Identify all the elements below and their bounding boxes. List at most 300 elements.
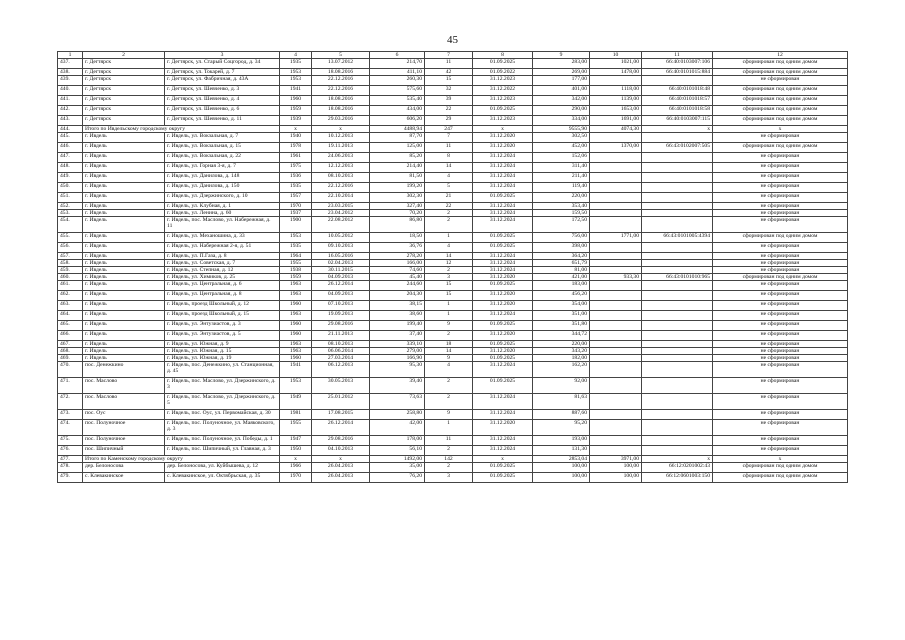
table-cell: 464. [58,311,83,321]
table-cell: 535,40 [370,96,425,106]
table-cell: 1978 [280,143,312,153]
table-cell: 465. [58,321,83,331]
table-cell [590,173,642,183]
table-cell: сформирован под одним домом [713,59,848,69]
table-cell [590,260,642,267]
table-row [58,193,848,203]
table-cell: 756,00 [533,233,590,243]
table-cell: 1960 [280,96,312,106]
table-cell: 87,70 [370,133,425,143]
table-cell [590,153,642,163]
table-cell: сформирован под одним домом [713,106,848,116]
table-cell: 22.10.2014 [312,193,370,203]
table-cell: г. Дегтярск [83,76,165,86]
table-cell: г. Ивдель, ул. П.Газа, д. 8 [165,253,280,260]
table-cell: г. Ивдель, ул. Данилова, д. 148 [165,173,280,183]
table-cell: 452. [58,203,83,210]
table-cell: 31.12.2024 [473,203,533,210]
table-body [58,59,848,483]
table-cell: 73,63 [370,394,425,410]
table-cell: г. Ивдель [83,243,165,253]
table-cell: 9 [425,321,473,331]
table-cell: 09.10.2013 [312,243,370,253]
housing-table [57,51,848,483]
table-cell: 1975 [280,163,312,173]
table-cell: 1953 [280,233,312,243]
table-cell: 1941 [280,86,312,96]
table-cell: 01.09.2025 [473,281,533,291]
page-number: 45 [447,34,458,46]
table-cell [590,253,642,260]
table-cell [590,321,642,331]
table-cell: 66:43:0101010:965 [642,274,713,281]
table-cell: 344,72 [533,331,590,341]
table-cell [642,311,713,321]
table-cell: 1938 [280,267,312,274]
table-cell: 1953 [280,378,312,394]
table-cell: сформирован под одним домом [713,274,848,281]
table-cell: г. Ивдель, ул. Вокзальная, д. 15 [165,143,280,153]
table-cell: г. Ивдель [83,267,165,274]
table-cell: 01.09.2025 [473,355,533,362]
table-row [58,355,848,362]
table-cell: 457. [58,253,83,260]
table-cell: 204,30 [370,291,425,301]
table-cell: сформирован под одним домом [713,69,848,76]
table-cell: 18.08.2016 [312,106,370,116]
table-cell: 24.06.2013 [312,153,370,163]
table-cell: 18 [425,341,473,348]
table-cell: не сформирован [713,410,848,420]
table-cell: г. Ивдель, пос. Оус, ул. Первомайская, д. 30 [165,410,280,420]
table-cell: 30.05.2013 [312,378,370,394]
table-cell: 23.04.2012 [312,210,370,217]
table-cell: г. Ивдель [83,183,165,193]
table-cell: 479. [58,473,83,483]
table-cell: г. Дегтярск [83,96,165,106]
table-cell: 193,00 [533,436,590,446]
table-cell: 42 [425,69,473,76]
table-cell: 31.12.2023 [473,76,533,86]
table-cell: не сформирован [713,260,848,267]
table-cell: г. Ивдель [83,355,165,362]
column-header: 6 [370,52,425,59]
table-cell: 31.12.2020 [473,348,533,355]
table-row [58,456,848,463]
table-cell: г. Ивдель, проезд Школьный, д. 15 [165,311,280,321]
table-cell: 933,30 [590,274,642,281]
table-cell: 01.09.2025 [473,243,533,253]
table-cell: 27.03.2014 [312,355,370,362]
table-cell: пос. Полуночное [83,420,165,436]
table-cell: 172,50 [533,217,590,233]
table-cell: 471. [58,378,83,394]
table-cell: 25.01.2012 [312,394,370,410]
table-cell: 2 [425,446,473,456]
table-cell: 13.07.2012 [312,59,370,69]
table-cell: 66:40:0101018:48 [642,86,713,96]
table-cell: 21.11.2013 [312,331,370,341]
table-cell: 01.09.2025 [473,59,533,69]
table-cell: дер. Белоносова [83,463,165,473]
table-cell: 4 [425,362,473,378]
table-cell [642,362,713,378]
table-cell [590,291,642,301]
table-cell [590,210,642,217]
table-cell: не сформирован [713,362,848,378]
table-cell [590,394,642,410]
table-cell [590,410,642,420]
table-cell: г. Ивдель [83,274,165,281]
table-cell: 470. [58,362,83,378]
table-cell: 08.10.2013 [312,173,370,183]
table-cell: 29.08.2016 [312,321,370,331]
table-cell: Итого по Каменскому городскому округу [83,456,280,463]
table-row [58,267,848,274]
table-cell: 74,60 [370,267,425,274]
table-cell: 31.12.2020 [473,133,533,143]
table-cell: 211,40 [533,173,590,183]
table-cell: 01.09.2025 [473,463,533,473]
column-header: 2 [83,52,165,59]
table-cell: 351,80 [533,321,590,331]
table-cell: не сформирован [713,436,848,446]
table-cell: 01.09.2022 [473,69,533,76]
table-cell: г. Ивдель [83,173,165,183]
table-cell: 31.12.2020 [473,301,533,311]
table-cell: 26.12.2014 [312,281,370,291]
table-cell: сформирован под одним домом [713,96,848,106]
table-cell: 7 [425,133,473,143]
column-header: 8 [473,52,533,59]
table-cell: не сформирован [713,301,848,311]
table-cell: г. Дегтярск [83,86,165,96]
table-cell: 444. [58,126,83,133]
table-cell: 66:40:0103007:115 [642,116,713,126]
table-cell [642,193,713,203]
table-cell: 31.12.2024 [473,362,533,378]
table-cell: 311,40 [533,163,590,173]
table-cell: 278,20 [370,253,425,260]
table-cell: 9555,90 [533,126,590,133]
table-cell: г. Ивдель, проезд Школьный, д. 12 [165,301,280,311]
table-cell [642,446,713,456]
table-row [58,243,848,253]
table-cell: 31.12.2022 [473,86,533,96]
column-header: 7 [425,52,473,59]
table-row [58,362,848,378]
table-cell: не сформирован [713,311,848,321]
table-cell: 364,20 [533,253,590,260]
table-cell: 36,76 [370,243,425,253]
table-row [58,253,848,260]
table-cell: 29.08.2016 [312,436,370,446]
table-cell [642,163,713,173]
table-cell: г. Ивдель, ул. Клубная, д. 1 [165,203,280,210]
table-cell: 2 [425,217,473,233]
column-header: 10 [590,52,642,59]
table-cell: 1947 [280,436,312,446]
table-cell: x [280,456,312,463]
table-cell: 23.03.2015 [312,203,370,210]
table-cell: 1653,00 [590,106,642,116]
table-cell: 131,30 [533,446,590,456]
table-cell: 22.12.2016 [312,183,370,193]
table-cell: 31.12.2024 [473,163,533,173]
table-cell [590,133,642,143]
table-cell: 01.09.2025 [473,193,533,203]
table-cell: 31.12.2024 [473,183,533,193]
table-cell: 81,63 [533,394,590,410]
table-cell: 66:43:0102007:505 [642,143,713,153]
table-cell: 1966 [280,463,312,473]
table-row [58,106,848,116]
table-cell: 462. [58,291,83,301]
table-cell: 100,00 [590,473,642,483]
table-cell: 38,60 [370,311,425,321]
table-cell: 1970 [280,473,312,483]
table-cell: г. Ивдель, ул. Набережная 2-я, д. 51 [165,243,280,253]
table-cell: с. Клевакинское, ул. Октябрьская, д. 35 [165,473,280,483]
table-cell: 458. [58,260,83,267]
table-cell: 81,50 [370,173,425,183]
table-row [58,203,848,210]
table-cell: г. Ивдель [83,153,165,163]
table-cell: x [473,126,533,133]
table-cell: 1970 [280,203,312,210]
table-cell: 152,06 [533,153,590,163]
table-cell [590,301,642,311]
table-cell: 56,10 [370,446,425,456]
table-cell: 95,30 [370,362,425,378]
table-row [58,446,848,456]
table-cell: x [713,456,848,463]
table-cell: 8 [425,153,473,163]
table-cell [590,355,642,362]
table-cell: г. Ивдель [83,260,165,267]
table-cell [590,362,642,378]
table-cell: 473. [58,410,83,420]
table-cell: 22 [425,106,473,116]
table-cell: 1492,00 [370,456,425,463]
table-row [58,233,848,243]
table-cell: 451. [58,193,83,203]
table-cell: 86,80 [370,217,425,233]
table-row [58,126,848,133]
table-cell: 1955 [280,260,312,267]
table-cell: 31.12.2024 [473,436,533,446]
table-cell: 2 [425,394,473,410]
table-row [58,281,848,291]
table-cell: x [280,126,312,133]
table-row [58,116,848,126]
table-cell: 01.09.2025 [473,233,533,243]
column-header: 9 [533,52,590,59]
table-cell [642,217,713,233]
table-cell: 2 [425,378,473,394]
table-cell: пос. Оус [83,410,165,420]
table-cell [642,321,713,331]
table-cell: 1960 [280,331,312,341]
table-cell: 31.12.2024 [473,394,533,410]
table-cell: г. Дегтярск, ул. Старый Соцгород, д. 34 [165,59,280,69]
table-cell: 30.11.2015 [312,267,370,274]
table-cell: г. Ивдель [83,203,165,210]
table-cell: г. Ивдель, ул. Ленина, д. 60 [165,210,280,217]
table-row [58,59,848,69]
table-cell: 31.12.2024 [473,410,533,420]
table-cell: 1964 [280,253,312,260]
table-row [58,69,848,76]
table-cell: 1959 [280,274,312,281]
table-row [58,321,848,331]
table-cell: 453. [58,210,83,217]
table-cell: 39 [425,96,473,106]
table-cell: 421,00 [533,274,590,281]
table-cell: 1935 [280,59,312,69]
table-cell: 16.05.2016 [312,253,370,260]
table-cell: г. Ивдель, ул. Горная 3-я, д. 7 [165,163,280,173]
table-cell [642,348,713,355]
table-cell: 351,00 [533,311,590,321]
table-cell [590,183,642,193]
table-cell [590,203,642,210]
table-cell [642,153,713,163]
table-cell: 1935 [280,183,312,193]
table-cell: 4488,94 [370,126,425,133]
table-cell [590,163,642,173]
table-cell [642,410,713,420]
table-row [58,436,848,446]
table-cell: 1963 [280,348,312,355]
table-cell: 606,20 [370,116,425,126]
table-cell: г. Ивдель [83,193,165,203]
table-cell: 214,70 [370,59,425,69]
table-cell: 456,20 [533,291,590,301]
table-cell [642,331,713,341]
table-cell [642,260,713,267]
table-cell: 159,50 [533,210,590,217]
table-row [58,410,848,420]
table-cell: пос. Маслово [83,394,165,410]
table-cell [590,243,642,253]
table-cell: 1900 [280,217,312,233]
table-cell: 95,20 [533,420,590,436]
table-cell: 26.12.2014 [312,420,370,436]
table-cell: 478. [58,463,83,473]
table-cell: 31.12.2024 [473,311,533,321]
table-row [58,291,848,301]
table-cell: 1936 [280,173,312,183]
table-cell: 1 [425,311,473,321]
table-cell: 04.09.2013 [312,291,370,301]
table-cell: 1963 [280,281,312,291]
table-row [58,378,848,394]
table-row [58,133,848,143]
table-cell: 142 [425,456,473,463]
table-cell: 466. [58,331,83,341]
table-row [58,420,848,436]
table-cell: 2 [425,210,473,217]
table-row [58,473,848,483]
table-cell: 1953 [280,69,312,76]
table-cell: г. Ивдель, пос. Маслово, ул. Дзержинского, д. 3 [165,378,280,394]
table-cell: 4 [425,173,473,183]
table-cell: 37,40 [370,331,425,341]
table-cell: 182,00 [533,355,590,362]
table-cell: пос. Денежкино [83,362,165,378]
table-cell: 4074,30 [590,126,642,133]
table-cell: 472. [58,394,83,410]
table-cell: г. Ивдель [83,348,165,355]
table-cell: 651,79 [533,260,590,267]
table-row [58,210,848,217]
table-cell: г. Дегтярск, ул. Шевченко, д. 3 [165,86,280,96]
table-cell: x [642,126,713,133]
table-cell: 66:40:0103007:106 [642,59,713,69]
table-cell: 1955 [280,420,312,436]
table-cell: сформирован под одним домом [713,463,848,473]
table-cell: 443. [58,116,83,126]
table-cell: 18.08.2016 [312,96,370,106]
table-cell: 1935 [280,243,312,253]
table-cell: сформирован под одним домом [713,86,848,96]
table-cell: 1960 [280,301,312,311]
table-cell: г. Дегтярск [83,69,165,76]
table-cell: г. Ивдель [83,291,165,301]
table-cell [642,394,713,410]
table-cell: не сформирован [713,341,848,348]
table-cell: 434,00 [370,106,425,116]
table-cell: с. Клевакинское [83,473,165,483]
table-row [58,217,848,233]
table-cell: 22 [425,203,473,210]
table-cell: не сформирован [713,133,848,143]
table-cell: 11 [425,59,473,69]
table-cell: 39,40 [370,378,425,394]
table-cell: 92,00 [533,378,590,394]
table-cell: 1940 [280,133,312,143]
table-cell: сформирован под одним домом [713,116,848,126]
table-cell: 31.12.2024 [473,210,533,217]
table-cell: 18.08.2016 [312,69,370,76]
table-cell: 3971,00 [590,456,642,463]
table-cell: 3 [425,274,473,281]
table-cell [590,311,642,321]
table-cell: 85,20 [370,153,425,163]
table-cell: 447. [58,153,83,163]
table-cell: 2 [425,331,473,341]
table-cell [642,243,713,253]
table-cell: x [642,456,713,463]
table-cell: не сформирован [713,321,848,331]
table-cell: 29.03.2016 [312,116,370,126]
table-cell [642,341,713,348]
table-cell: не сформирован [713,420,848,436]
table-cell: 31.12.2024 [473,253,533,260]
table-cell: пос. Шипичный [83,446,165,456]
table-cell: 02.04.2013 [312,260,370,267]
table-cell: 1939 [280,116,312,126]
table-cell: 460. [58,274,83,281]
table-cell: г. Ивдель [83,301,165,311]
table-cell: сформирован под одним домом [713,473,848,483]
table-row [58,163,848,173]
table-row [58,331,848,341]
table-cell: 339,10 [370,341,425,348]
table-cell: 334,00 [533,116,590,126]
table-cell: г. Ивдель, пос. Шипичный, ул. Главная, д. 3 [165,446,280,456]
